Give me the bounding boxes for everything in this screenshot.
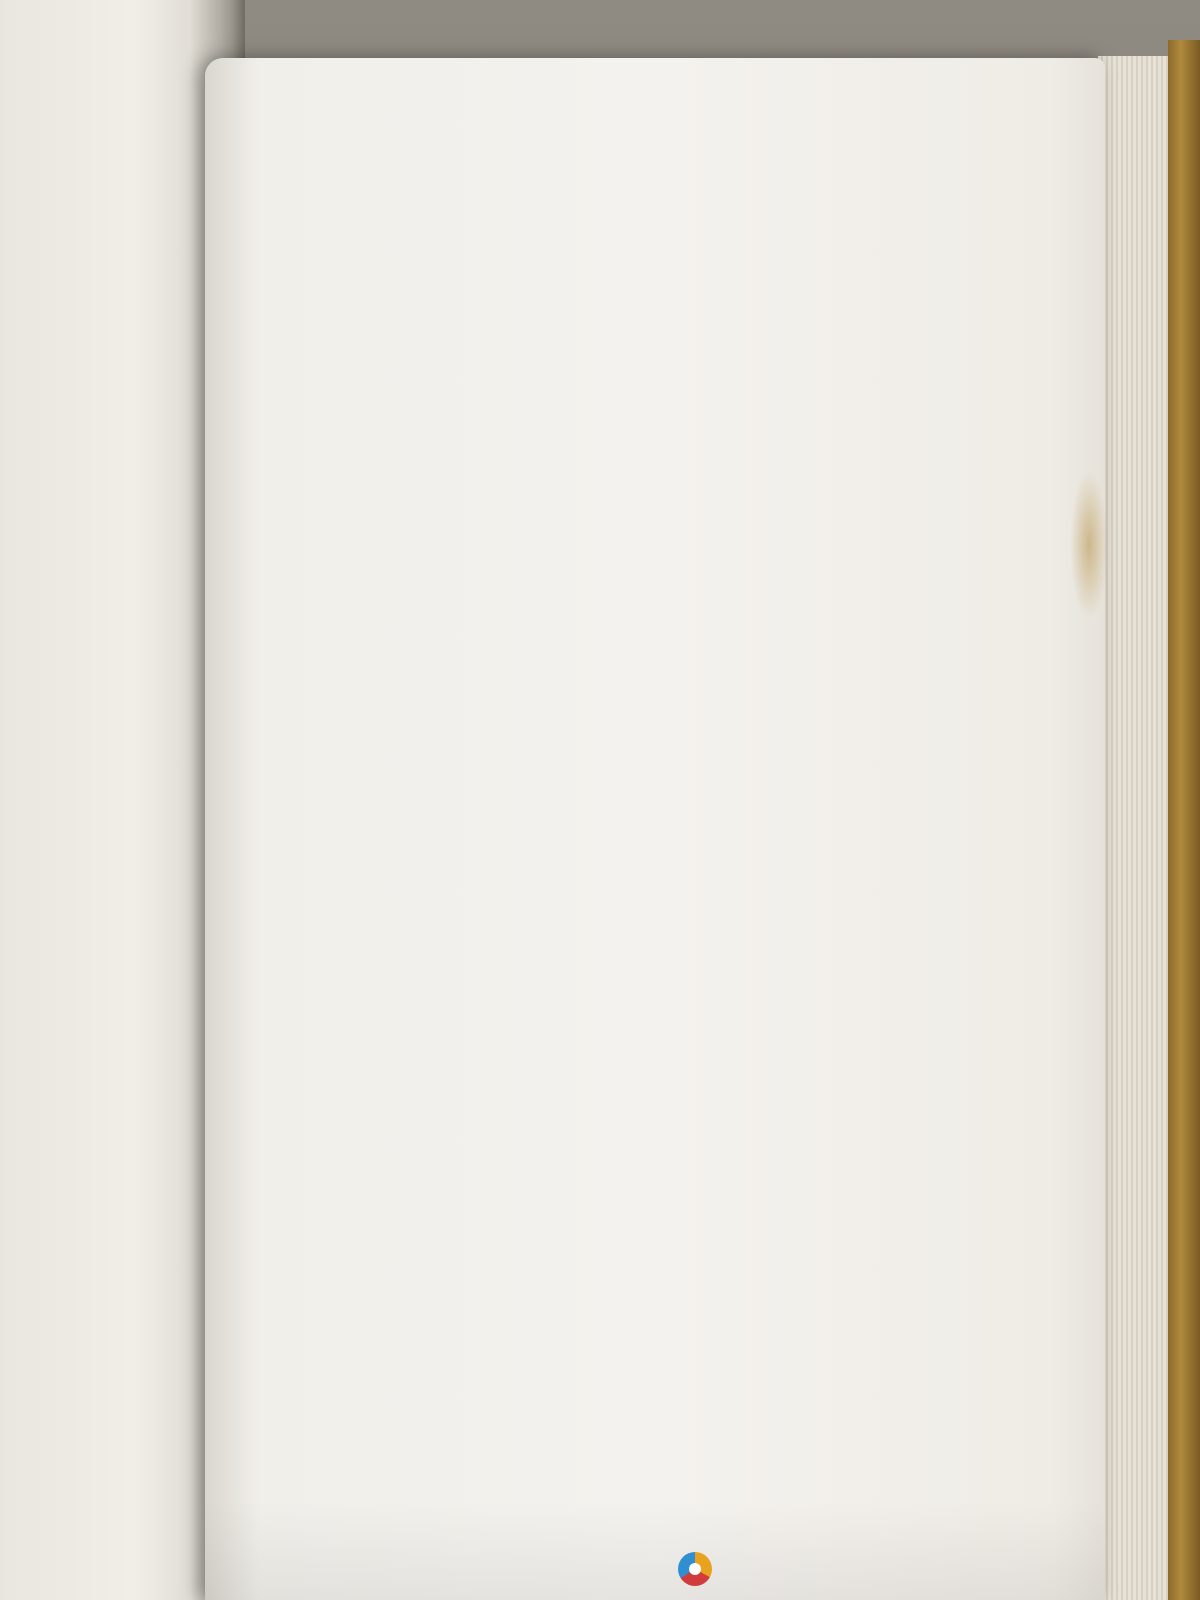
right-page <box>205 58 1105 1600</box>
watermark-logo-icon <box>678 1552 712 1586</box>
watermark <box>678 1545 1190 1593</box>
page-title <box>205 152 1105 178</box>
paper-stain <box>1070 470 1108 620</box>
book-cover-edge <box>1168 40 1200 1600</box>
